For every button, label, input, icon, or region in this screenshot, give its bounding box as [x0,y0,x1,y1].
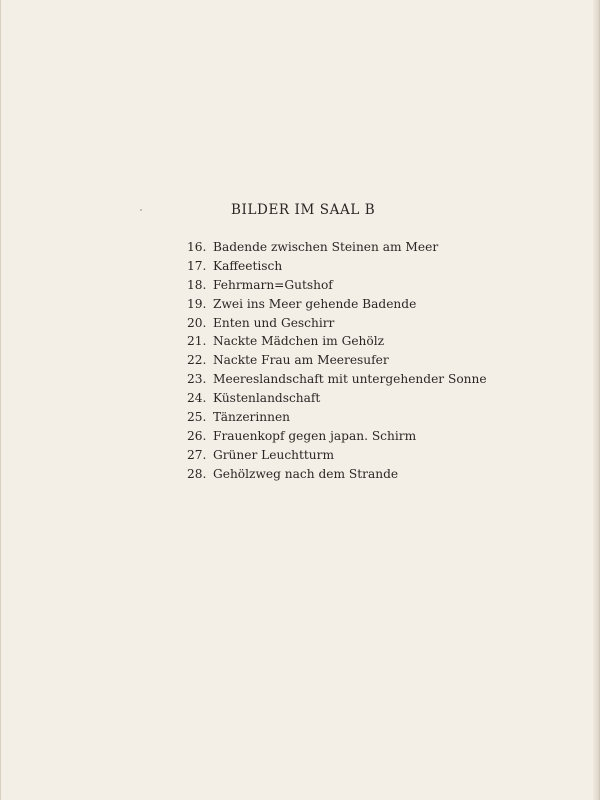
entry-number: 21. [187,334,207,349]
entry-title: Küstenlandschaft [213,391,321,406]
list-item [187,351,487,370]
entry-title: Tänzerinnen [213,410,291,425]
entry-number: 18. [187,277,207,292]
entry-number: 20. [187,315,207,330]
entry-title: Zwei ins Meer gehende Badende [213,296,417,311]
entry-number: 22. [187,353,207,368]
entry-title: Fehrmarn=Gutshof [213,277,333,292]
entry-number: 17. [187,258,207,273]
list-item [187,389,487,408]
list-item [187,238,487,257]
entry-title: Enten und Geschirr [213,315,335,330]
entry-title: Grüner Leuchtturm [213,447,335,462]
entry-number: 19. [187,296,207,311]
painting-list [187,238,487,484]
list-item [187,295,487,314]
paper-speck [140,209,142,211]
list-item [187,257,487,276]
entry-number: 16. [187,240,207,254]
entry-number: 25. [187,410,207,425]
page-heading: BILDER IM SAAL B [231,202,376,218]
list-item [187,314,487,333]
entry-title: Nackte Frau am Meeresufer [213,353,389,368]
list-item [187,446,487,465]
list-item [187,408,487,427]
entry-number: 24. [187,391,207,406]
list-item [187,276,487,295]
list-item [187,465,487,484]
list-item [187,370,487,389]
entry-title: Kaffeetisch [213,258,283,273]
list-item [187,332,487,351]
page-edge [593,0,599,800]
entry-title: Frauenkopf gegen japan. Schirm [213,428,417,443]
entry-number: 26. [187,428,207,443]
entry-title: Badende zwischen Steinen am Meer [213,240,439,254]
entry-number: 23. [187,372,207,387]
entry-title: Nackte Mädchen im Gehölz [213,334,385,349]
entry-number: 28. [187,466,207,481]
entry-number: 27. [187,447,207,462]
entry-title: Gehölzweg nach dem Strande [213,466,399,481]
entry-title: Meereslandschaft mit untergehender Sonne [213,372,487,387]
list-item [187,427,487,446]
